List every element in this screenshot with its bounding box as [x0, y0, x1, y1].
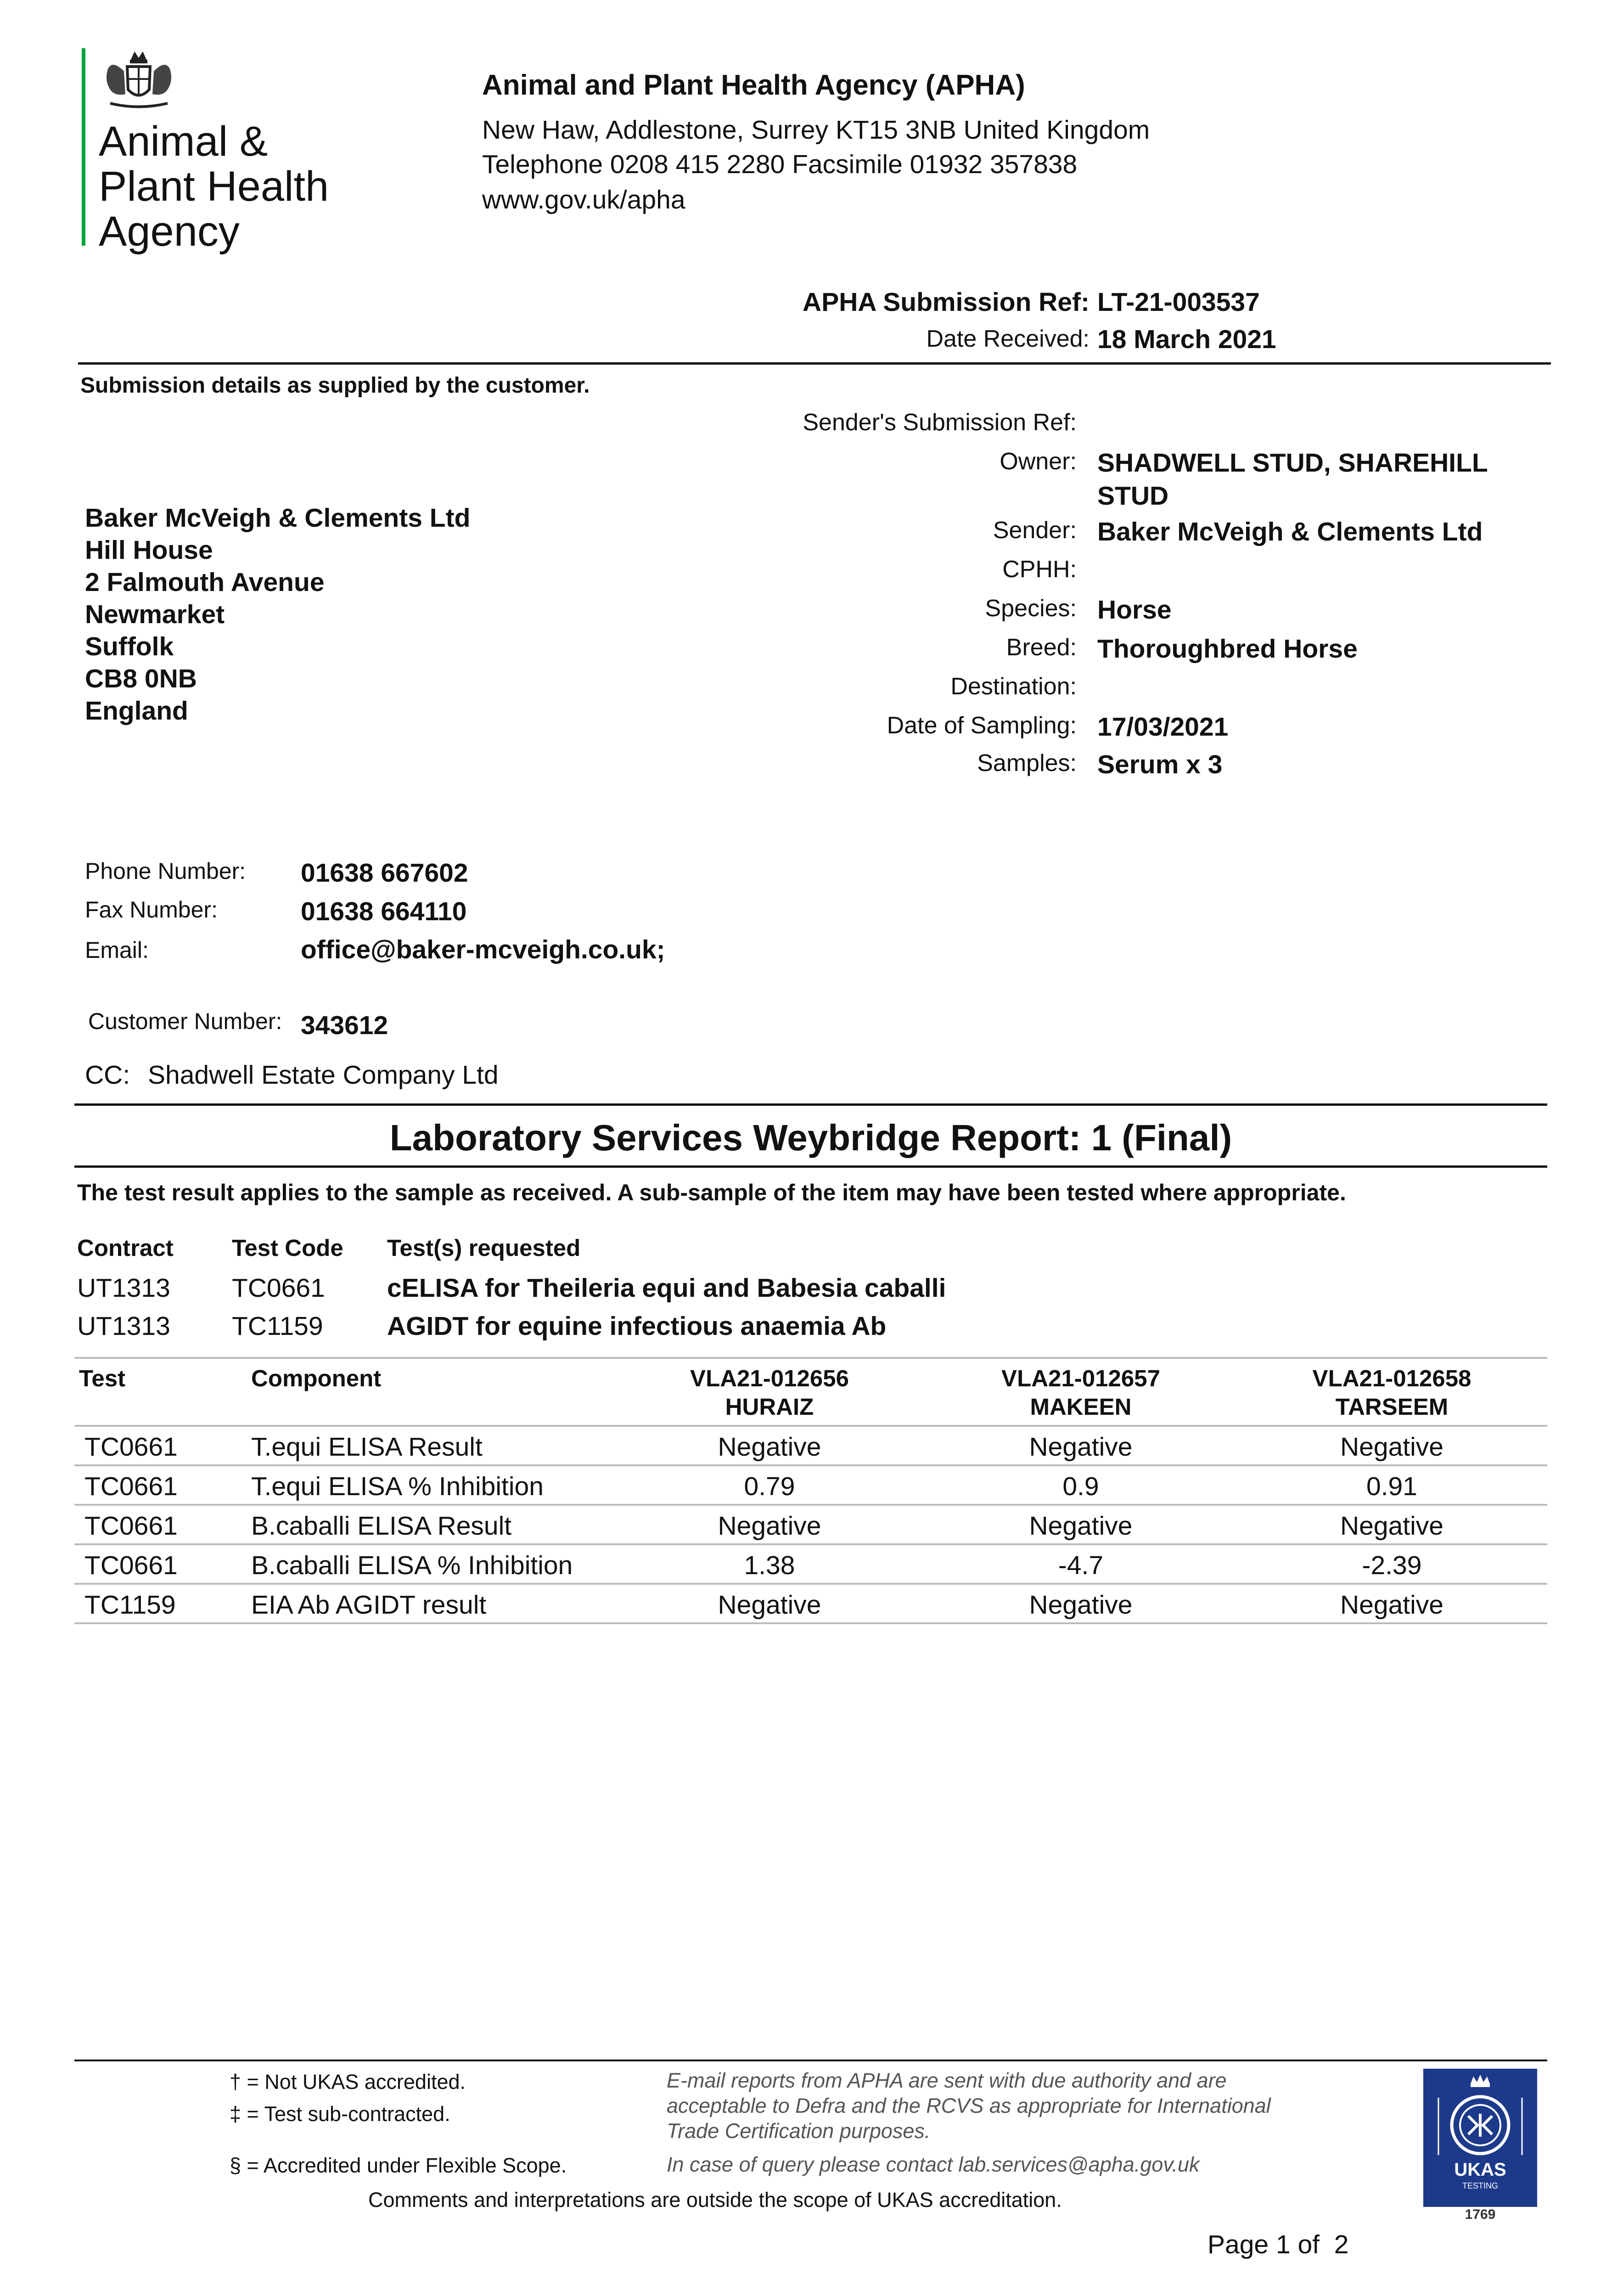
table-row [74, 1584, 1547, 1623]
ukas-sub-label: TESTING [1462, 2181, 1498, 2190]
species-value: Horse [1097, 595, 1172, 625]
sample-1-name: HURAIZ [725, 1394, 814, 1420]
sample-2-name: MAKEEN [1030, 1394, 1132, 1420]
report-note: The test result applies to the sample as received. A sub-sample of the item may have been tested where appropriate. [77, 1180, 1346, 1205]
table-row [74, 1465, 1547, 1505]
address-line: Newmarket [85, 600, 225, 629]
cell-result: 0.9 [925, 1465, 1236, 1505]
cell-result: 1.38 [614, 1544, 925, 1584]
requested-header-test-code: Test Code [232, 1235, 343, 1261]
ukas-crown-icon [1425, 2070, 1536, 2167]
cphh-label: CPHH: [1002, 556, 1077, 583]
customer-number-value: 343612 [301, 1011, 388, 1040]
sampling-date-value: 17/03/2021 [1097, 712, 1229, 742]
address-line: Hill House [85, 535, 213, 565]
phone-label: Phone Number: [85, 858, 246, 884]
cell-test: TC0661 [74, 1465, 237, 1505]
table-row [74, 1505, 1547, 1544]
email-label: Email: [85, 937, 149, 963]
sample-3-name: TARSEEM [1335, 1394, 1449, 1420]
ukas-label: UKAS [1454, 2160, 1506, 2180]
agency-website: www.gov.uk/apha [482, 185, 685, 214]
cell-component: EIA Ab AGIDT result [237, 1584, 614, 1623]
header-sample-1 [614, 1358, 925, 1426]
address-line: 2 Falmouth Avenue [85, 568, 325, 597]
species-label: Species: [985, 595, 1077, 622]
report-bottom-divider [74, 1165, 1547, 1168]
email-note-line-3: Trade Certification purposes. [667, 2119, 931, 2143]
sample-1-id: VLA21-012656 [690, 1365, 849, 1391]
requested-header-tests: Test(s) requested [387, 1235, 581, 1261]
ukas-comment: Comments and interpretations are outside the scope of UKAS accreditation. [368, 2188, 1062, 2212]
supplied-note: Submission details as supplied by the customer. [80, 373, 590, 398]
cc-label: CC: [85, 1060, 130, 1090]
submission-ref-label: APHA Submission Ref: [803, 287, 1089, 317]
logo-green-bar [82, 48, 85, 246]
royal-coat-of-arms-icon [99, 46, 179, 115]
email-value[interactable]: office@baker-mcveigh.co.uk; [301, 935, 665, 964]
header-divider [78, 362, 1551, 365]
date-received-label: Date Received: [926, 326, 1089, 352]
ukas-accreditation-mark-icon [1423, 2069, 1537, 2207]
requested-test-name: AGIDT for equine infectious anaemia Ab [387, 1311, 887, 1341]
logo-text-line-3: Agency [99, 208, 240, 255]
cell-result: -4.7 [925, 1544, 1236, 1584]
ukas-number: 1769 [1465, 2207, 1496, 2222]
footnote-not-ukas: † = Not UKAS accredited. [230, 2070, 466, 2093]
cell-component: B.caballi ELISA Result [237, 1505, 614, 1544]
header-component: Component [251, 1365, 382, 1391]
destination-label: Destination: [950, 673, 1077, 700]
address-line: Suffolk [85, 632, 174, 661]
agency-phone-fax: Telephone 0208 415 2280 Facsimile 01932 357838 [482, 150, 1078, 179]
footer-divider [74, 2060, 1547, 2061]
report-title: Laboratory Services Weybridge Report: 1 (Final) [389, 1117, 1232, 1158]
report-top-divider [74, 1103, 1547, 1106]
table-row [74, 1426, 1547, 1465]
address-line: CB8 0NB [85, 664, 197, 693]
submission-ref-value: LT-21-003537 [1097, 287, 1260, 317]
cell-result: Negative [614, 1584, 925, 1623]
phone-value: 01638 667602 [301, 858, 468, 888]
cell-test: TC1159 [74, 1584, 237, 1623]
sender-value: Baker McVeigh & Clements Ltd [1097, 517, 1483, 546]
agency-address: New Haw, Addlestone, Surrey KT15 3NB United Kingdom [482, 115, 1150, 145]
date-received-value: 18 March 2021 [1097, 325, 1276, 354]
requested-contract: UT1313 [77, 1311, 170, 1341]
address-line: England [85, 696, 188, 726]
cell-test: TC0661 [74, 1544, 237, 1584]
cell-test: TC0661 [74, 1426, 237, 1465]
cell-result: Negative [925, 1584, 1236, 1623]
cell-result: Negative [925, 1426, 1236, 1465]
owner-label: Owner: [1000, 448, 1077, 475]
cell-component: B.caballi ELISA % Inhibition [237, 1544, 614, 1584]
owner-value-line-2: STUD [1097, 481, 1169, 511]
logo-text-line-2: Plant Health [99, 163, 329, 210]
page-number: Page 1 of 2 [1207, 2230, 1349, 2259]
cell-result: -2.39 [1236, 1544, 1547, 1584]
header-sample-2 [925, 1358, 1236, 1426]
query-contact: In case of query please contact lab.services@apha.gov.uk [667, 2153, 1200, 2176]
cell-result: Negative [1236, 1584, 1547, 1623]
requested-test-code: TC0661 [232, 1273, 325, 1303]
sample-2-id: VLA21-012657 [1001, 1365, 1160, 1391]
email-note-line-1: E-mail reports from APHA are sent with due authority and are [667, 2069, 1227, 2092]
footnote-flexible-scope: § = Accredited under Flexible Scope. [230, 2154, 567, 2177]
samples-value: Serum x 3 [1097, 750, 1223, 779]
sender-label: Sender: [993, 517, 1077, 544]
logo-text-line-1: Animal & [99, 118, 268, 165]
header-test: Test [79, 1365, 126, 1391]
owner-value-line-1: SHADWELL STUD, SHAREHILL [1097, 448, 1488, 478]
requested-test-code: TC1159 [232, 1311, 323, 1341]
sampling-date-label: Date of Sampling: [887, 712, 1077, 739]
cell-result: 0.91 [1236, 1465, 1547, 1505]
footnote-subcontracted: ‡ = Test sub-contracted. [230, 2102, 450, 2126]
senders-ref-label: Sender's Submission Ref: [803, 409, 1077, 436]
results-table [74, 1357, 1547, 1624]
breed-label: Breed: [1006, 634, 1077, 661]
results-header-row [74, 1358, 1547, 1426]
cell-result: Negative [1236, 1426, 1547, 1465]
fax-value: 01638 664110 [301, 897, 467, 926]
cc-value: Shadwell Estate Company Ltd [148, 1060, 499, 1090]
cell-test: TC0661 [74, 1505, 237, 1544]
cell-result: 0.79 [614, 1465, 925, 1505]
fax-label: Fax Number: [85, 897, 218, 923]
sample-3-id: VLA21-012658 [1312, 1365, 1471, 1391]
agency-name: Animal and Plant Health Agency (APHA) [482, 69, 1025, 101]
requested-header-contract: Contract [77, 1235, 174, 1261]
requested-test-name: cELISA for Theileria equi and Babesia caballi [387, 1273, 946, 1303]
cell-result: Negative [614, 1505, 925, 1544]
customer-number-label: Customer Number: [88, 1008, 282, 1034]
breed-value: Thoroughbred Horse [1097, 634, 1358, 664]
address-line: Baker McVeigh & Clements Ltd [85, 503, 471, 533]
cell-component: T.equi ELISA Result [237, 1426, 614, 1465]
cell-result: Negative [614, 1426, 925, 1465]
cell-result: Negative [925, 1505, 1236, 1544]
table-row [74, 1544, 1547, 1584]
samples-label: Samples: [977, 750, 1077, 777]
requested-contract: UT1313 [77, 1273, 170, 1303]
cell-component: T.equi ELISA % Inhibition [237, 1465, 614, 1505]
cell-result: Negative [1236, 1505, 1547, 1544]
header-sample-3 [1236, 1358, 1547, 1426]
email-note-line-2: acceptable to Defra and the RCVS as appropriate for International [667, 2094, 1271, 2117]
